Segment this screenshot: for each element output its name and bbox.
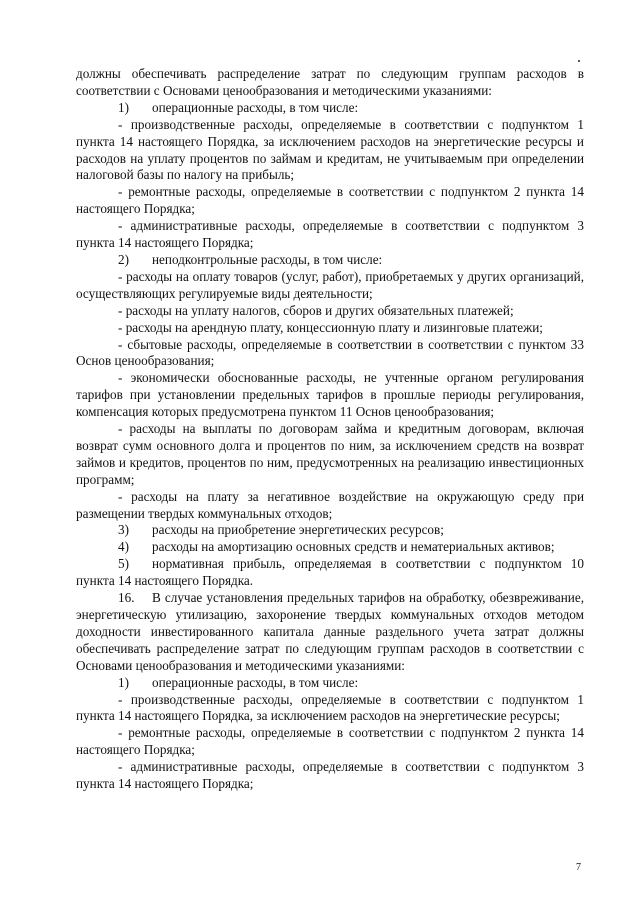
paragraph: - расходы на выплаты по договорам займа и кредитным договорам, включая возврат сумм основного долга и процентов по ним, за исключением средств на возврат займов и кредитов, процентов по ним, предусмотренных на реализацию инвестиционных программ; <box>76 421 584 487</box>
item-number: 1) <box>118 674 129 690</box>
item-text: неподконтрольные расходы, в том числе: <box>152 251 383 267</box>
paragraph: - расходы на плату за негативное воздействие на окружающую среду при размещении твердых коммунальных отходов; <box>76 488 584 521</box>
paragraph: - ремонтные расходы, определяемые в соответствии с подпунктом 2 пункта 14 настоящего Порядка; <box>76 725 584 758</box>
item-text: В случае установления предельных тарифов на обработку, обезвреживание, энергетическую утилизацию, захоронение твердых коммунальных отходов методом доходности инвестированного капитала данные раздельного учета затрат должны обеспечивать распределение затрат по следующим группам расходов в соответствии с Основами ценообразования и методическими указаниями: <box>76 590 584 673</box>
item-number: 4) <box>118 539 129 555</box>
paragraph: - производственные расходы, определяемые в соответствии с подпунктом 1 пункта 14 настоящего Порядка, за исключением расходов на энергетические ресурсы и расходов на уплату процентов по займам и кредитам, не учитываемым при определении налоговой базы по налогу на прибыль; <box>76 116 584 183</box>
item-text: операционные расходы, в том числе: <box>152 674 359 690</box>
item-number: 1) <box>118 99 129 115</box>
paragraph: - административные расходы, определяемые в соответствии с подпунктом 3 пункта 14 настоящего Порядка; <box>76 218 584 251</box>
item-number: 16. <box>118 590 135 606</box>
item-number: 5) <box>118 556 129 572</box>
numbered-item <box>76 252 584 269</box>
paragraph: - расходы на арендную плату, концессионную плату и лизинговые платежи; <box>118 319 543 335</box>
item-number: 3) <box>118 522 129 538</box>
scan-dot <box>578 60 580 62</box>
paragraph: - экономически обоснованные расходы, не учтенные органом регулирования тарифов при установлении предельных тарифов в прошлые периоды регулирования, компенсация которых предусмотрена пунктом 11 Основ ценообразования; <box>76 370 584 420</box>
paragraph: - административные расходы, определяемые в соответствии с подпунктом 3 пункта 14 настоящего Порядка; <box>76 759 584 792</box>
item-number: 2) <box>118 251 129 267</box>
document-body <box>76 66 584 793</box>
paragraph: - расходы на оплату товаров (услуг, работ), приобретаемых у других организаций, осуществляющих регулируемые виды деятельности; <box>76 268 584 301</box>
numbered-item <box>76 100 584 117</box>
paragraph: должны обеспечивать распределение затрат по следующим группам расходов в соответствии с Основами ценообразования и методическими указаниями: <box>76 66 584 98</box>
paragraph: - сбытовые расходы, определяемые в соответствии в соответствии с пунктом 33 Основ ценообразования; <box>76 336 584 369</box>
paragraph: - ремонтные расходы, определяемые в соответствии с подпунктом 2 пункта 14 настоящего Порядка; <box>76 184 584 217</box>
item-text: расходы на приобретение энергетических ресурсов; <box>152 522 444 538</box>
numbered-item <box>76 590 584 675</box>
numbered-item <box>76 675 584 692</box>
item-text: нормативная прибыль, определяемая в соответствии с подпунктом 10 пункта 14 настоящего Порядка. <box>76 556 584 589</box>
paragraph: - расходы на уплату налогов, сборов и других обязательных платежей; <box>118 302 514 318</box>
item-text: расходы на амортизацию основных средств и нематериальных активов; <box>152 539 555 555</box>
numbered-item <box>76 539 584 556</box>
numbered-item <box>76 522 584 539</box>
numbered-item <box>76 556 584 590</box>
paragraph: - производственные расходы, определяемые в соответствии с подпунктом 1 пункта 14 настоящего Порядка, за исключением расходов на энергетические ресурсы; <box>76 691 584 724</box>
item-text: операционные расходы, в том числе: <box>152 99 359 115</box>
page-number: 7 <box>576 862 581 873</box>
